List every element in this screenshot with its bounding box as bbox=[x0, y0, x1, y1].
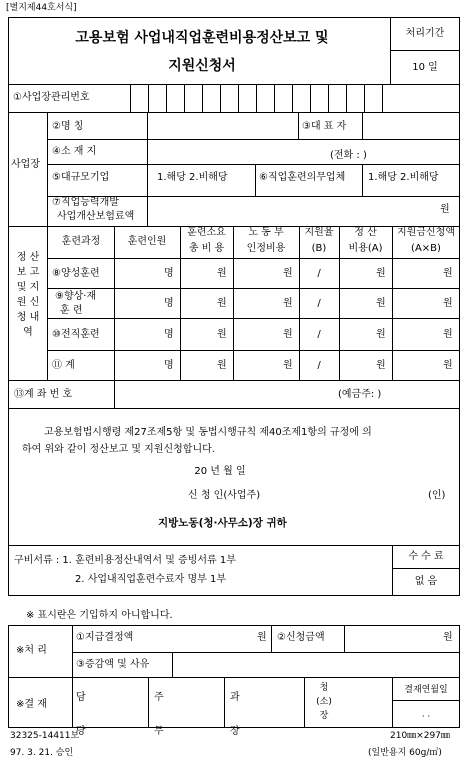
footer-form-code: 32325-14411보 bbox=[10, 731, 80, 741]
approval-col-staff: 담 당 bbox=[76, 692, 86, 737]
row-slash: / bbox=[317, 298, 321, 309]
representative-label: ③대 표 자 bbox=[302, 121, 347, 132]
approval-date-label: 결재연월일 bbox=[404, 685, 448, 695]
row-unit-settle: 원 bbox=[376, 360, 386, 371]
form-title-line1: 고용보험 사업내직업훈련비용정산보고 및 bbox=[75, 30, 329, 46]
row-unit-labor: 원 bbox=[283, 298, 293, 309]
large-company-options[interactable]: 1.해당 2.비해당 bbox=[157, 172, 228, 183]
row-unit-people: 명 bbox=[164, 329, 174, 340]
row-slash: / bbox=[317, 268, 321, 279]
header-settle-line2: 비용(A) bbox=[348, 243, 383, 254]
fee-value: 없 음 bbox=[414, 576, 438, 587]
approval-label: ※결 재 bbox=[16, 699, 47, 710]
payment-decision-won: 원 bbox=[257, 632, 267, 643]
row-course-line1: ⑨향상·재 bbox=[55, 291, 97, 302]
documents-line1: 구비서류 : 1. 훈련비용정산내역서 및 증빙서류 1부 bbox=[14, 555, 236, 566]
premium-label-line2: 사업개산보험료액 bbox=[57, 211, 135, 222]
row-unit-cost: 원 bbox=[217, 360, 227, 371]
row-unit-labor: 원 bbox=[283, 360, 293, 371]
footer-paper-size: 210㎜×297㎜ bbox=[390, 731, 450, 741]
seal-mark: (인) bbox=[428, 490, 446, 501]
processing-period-value: 10 일 bbox=[412, 62, 438, 73]
footer-paper-type: (일반용지 60g/㎡) bbox=[368, 748, 442, 758]
row-unit-settle: 원 bbox=[376, 268, 386, 279]
header-cost-line1: 훈련소요 bbox=[187, 227, 226, 238]
representative-field[interactable] bbox=[363, 113, 459, 139]
row-unit-settle: 원 bbox=[376, 329, 386, 340]
premium-label-line1: ⑦직업능력개발 bbox=[52, 197, 119, 208]
header-settle-line1: 정 산 bbox=[354, 227, 377, 238]
row-unit-amount: 원 bbox=[443, 360, 453, 371]
recipient: 지방노동(청·사무소)장 귀하 bbox=[158, 517, 287, 529]
premium-field[interactable] bbox=[148, 197, 433, 225]
header-rate-line1: 지원율 bbox=[304, 227, 334, 238]
applied-amount-label: ②신청금액 bbox=[277, 632, 325, 643]
phone-label: (전화 : ) bbox=[330, 150, 367, 161]
large-company-label: ⑤대규모기업 bbox=[52, 172, 110, 183]
row-unit-people: 명 bbox=[164, 268, 174, 279]
workplace-label: 사업장 bbox=[11, 159, 40, 170]
row-course-total: ⑪ 계 bbox=[52, 360, 75, 371]
row-unit-labor: 원 bbox=[283, 268, 293, 279]
row-unit-settle: 원 bbox=[376, 298, 386, 309]
training-obligation-options[interactable]: 1.해당 2.비해당 bbox=[368, 172, 439, 183]
row-course: ⑧양성훈련 bbox=[52, 268, 100, 279]
business-number-label: ①사업장관리번호 bbox=[13, 92, 90, 103]
account-holder: (예금주: ) bbox=[338, 389, 382, 400]
row-course: ⑩전직훈련 bbox=[52, 329, 100, 340]
row-slash: / bbox=[317, 360, 321, 371]
header-rate-line2: (B) bbox=[311, 243, 327, 254]
header-cost-line2: 총 비 용 bbox=[188, 243, 225, 254]
header-labor-line1: 노 동 부 bbox=[248, 227, 284, 238]
row-unit-people: 명 bbox=[164, 298, 174, 309]
row-unit-cost: 원 bbox=[217, 298, 227, 309]
account-field[interactable] bbox=[115, 381, 335, 407]
header-amount-line2: (A×B) bbox=[411, 243, 441, 254]
applicant-label: 신 청 인(사업주) bbox=[188, 490, 261, 501]
address-label: ④소 재 지 bbox=[52, 146, 97, 157]
fee-label: 수 수 료 bbox=[408, 551, 444, 562]
payment-decision-label: ①지급결정액 bbox=[76, 632, 134, 643]
account-label: ⑬계 좌 번 호 bbox=[14, 389, 73, 400]
header-labor-line2: 인정비용 bbox=[246, 243, 286, 254]
adjustment-reason-label: ③증감액 및 사유 bbox=[76, 659, 150, 670]
row-unit-amount: 원 bbox=[443, 329, 453, 340]
row-unit-people: 명 bbox=[164, 360, 174, 371]
row-unit-amount: 원 bbox=[443, 298, 453, 309]
settlement-vertical-label: 정 산 보 고 및 지 원 신 청 내 역 bbox=[16, 252, 40, 338]
processing-label: ※처 리 bbox=[16, 645, 47, 656]
address-field[interactable] bbox=[148, 140, 328, 164]
statement-line1: 고용보험법시행령 제27조제5항 및 동법시행규칙 제40조제1항의 규정에 의 bbox=[44, 427, 372, 438]
approval-col-director: 청 (소) 장 bbox=[316, 683, 332, 721]
header-course: 훈련과정 bbox=[61, 236, 101, 247]
notice-text: ※ 표시란은 기입하지 아니합니다. bbox=[26, 610, 173, 621]
row-unit-cost: 원 bbox=[217, 329, 227, 340]
row-unit-amount: 원 bbox=[443, 268, 453, 279]
header-trainees: 훈련인원 bbox=[127, 236, 167, 247]
date-line: 20 년 월 일 bbox=[194, 466, 246, 477]
row-slash: / bbox=[317, 329, 321, 340]
name-label: ②명 칭 bbox=[52, 121, 84, 132]
business-number-boxes[interactable] bbox=[130, 84, 390, 112]
training-obligation-label: ⑥직업훈련의무업체 bbox=[259, 172, 346, 183]
row-course-line2: 훈 련 bbox=[60, 305, 83, 316]
statement-line2: 하여 위와 같이 정산보고 및 지원신청합니다. bbox=[22, 444, 215, 455]
footer-approval-date: 97. 3. 21. 승인 bbox=[10, 748, 74, 758]
header-amount-line1: 지원금신청액 bbox=[397, 227, 455, 238]
form-title-line2: 지원신청서 bbox=[168, 58, 236, 74]
processing-period-label: 처리기간 bbox=[405, 28, 445, 39]
approval-col-chief: 주 무 bbox=[154, 692, 164, 737]
approval-date-dots: · · bbox=[421, 712, 431, 722]
applied-amount-won: 원 bbox=[443, 632, 453, 643]
row-unit-cost: 원 bbox=[217, 268, 227, 279]
form-number: [별지제44호서식] bbox=[6, 3, 77, 13]
row-unit-labor: 원 bbox=[283, 329, 293, 340]
documents-line2: 2. 사업내직업훈련수료자 명부 1부 bbox=[75, 574, 227, 585]
approval-col-section-head: 과 장 bbox=[230, 692, 240, 737]
premium-won-unit: 원 bbox=[440, 204, 450, 215]
name-field[interactable] bbox=[148, 113, 297, 139]
